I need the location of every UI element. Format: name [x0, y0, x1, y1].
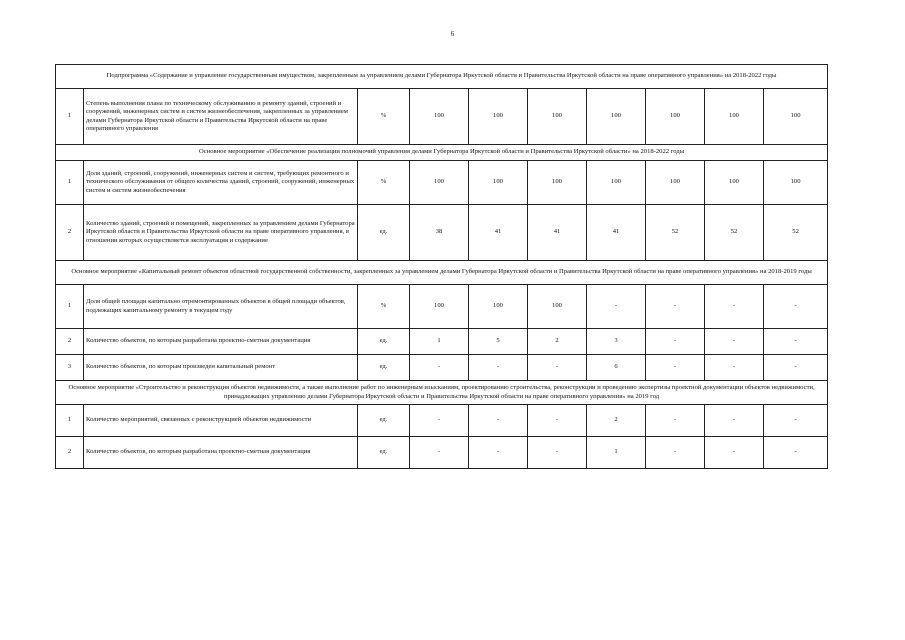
section-title: Основное мероприятие «Обеспечение реализации полномочий управления делами Губернатора Иркутской области и Правительства Иркутской области» на 2018-2022 годы	[56, 145, 828, 161]
value-cell: -	[764, 437, 828, 469]
value-cell: -	[528, 437, 587, 469]
value-cell: 2	[587, 405, 646, 437]
row-number: 1	[56, 161, 84, 205]
section-title: Подпрограмма «Содержание и управление государственным имуществом, закрепленным за управлением делами Губернатора Иркутской области и Правительства Иркутской области на праве оперативного управления» на 2018-2022 годы	[56, 65, 828, 89]
unit-cell: %	[358, 161, 410, 205]
value-cell: -	[764, 329, 828, 355]
page-number: 6	[450, 30, 455, 38]
value-cell: -	[646, 437, 705, 469]
value-cell: -	[646, 329, 705, 355]
value-cell: -	[646, 355, 705, 381]
value-cell: 52	[646, 205, 705, 261]
indicator-name: Доля зданий, строений, сооружений, инженерных систем и систем, требующих ремонтного и технического обслуживания от общего количества зданий, строений, сооружений, инженерных систем и систем жизнеобеспечения	[84, 161, 358, 205]
value-cell: 100	[587, 89, 646, 145]
value-cell: 52	[764, 205, 828, 261]
row-number: 1	[56, 405, 84, 437]
value-cell: -	[646, 405, 705, 437]
table-row	[56, 89, 828, 145]
value-cell: -	[764, 285, 828, 329]
unit-cell: ед.	[358, 329, 410, 355]
value-cell: 100	[646, 161, 705, 205]
value-cell: 6	[587, 355, 646, 381]
value-cell: 41	[587, 205, 646, 261]
value-cell: 100	[528, 89, 587, 145]
row-number: 3	[56, 355, 84, 381]
value-cell: 100	[469, 89, 528, 145]
table-row	[56, 437, 828, 469]
section-row	[56, 145, 828, 161]
unit-cell: ед.	[358, 355, 410, 381]
section-row	[56, 381, 828, 405]
value-cell: -	[705, 329, 764, 355]
table-row	[56, 205, 828, 261]
value-cell: -	[587, 285, 646, 329]
value-cell: 3	[587, 329, 646, 355]
section-row	[56, 65, 828, 89]
value-cell: -	[646, 285, 705, 329]
value-cell: 1	[587, 437, 646, 469]
value-cell: -	[764, 355, 828, 381]
table-row	[56, 405, 828, 437]
row-number: 2	[56, 329, 84, 355]
value-cell: 41	[469, 205, 528, 261]
row-number: 2	[56, 205, 84, 261]
value-cell: 100	[410, 89, 469, 145]
indicator-name: Количество объектов, по которым произведен капитальный ремонт	[84, 355, 358, 381]
section-row	[56, 261, 828, 285]
value-cell: 41	[528, 205, 587, 261]
value-cell: 100	[528, 161, 587, 205]
value-cell: 2	[528, 329, 587, 355]
value-cell: -	[469, 437, 528, 469]
table-row	[56, 355, 828, 381]
value-cell: -	[410, 405, 469, 437]
value-cell: 100	[764, 161, 828, 205]
indicator-name: Количество объектов, по которым разработана проектно-сметная документация	[84, 329, 358, 355]
value-cell: -	[764, 405, 828, 437]
indicator-name: Количество мероприятий, связанных с реконструкцией объектов недвижимости	[84, 405, 358, 437]
row-number: 2	[56, 437, 84, 469]
value-cell: 52	[705, 205, 764, 261]
value-cell: 100	[469, 161, 528, 205]
value-cell: -	[705, 437, 764, 469]
table-row	[56, 161, 828, 205]
indicator-name: Количество зданий, строений и помещений, закрепленных за управлением делами Губернатора Иркутской области и Правительства Иркутской области на праве оперативного управления, в отношении которых осуществляется эксплуатация и содержание	[84, 205, 358, 261]
unit-cell: %	[358, 285, 410, 329]
unit-cell: %	[358, 89, 410, 145]
section-title: Основное мероприятие «Капитальный ремонт объектов областной государственной собственности, закрепленных за управлением делами Губернатора Иркутской области и Правительства Иркутской области на праве оперативного управления» на 2018-2019 годы	[56, 261, 828, 285]
value-cell: -	[705, 405, 764, 437]
indicator-name: Доля общей площади капитально отремонтированных объектов в общей площади объектов, подлежащих капитальному ремонту в текущем году	[84, 285, 358, 329]
value-cell: -	[469, 405, 528, 437]
value-cell: 100	[410, 285, 469, 329]
value-cell: -	[705, 285, 764, 329]
value-cell: -	[469, 355, 528, 381]
unit-cell: ед.	[358, 405, 410, 437]
value-cell: -	[705, 355, 764, 381]
indicators-table	[55, 64, 828, 469]
section-title: Основное мероприятие «Строительство и реконструкция объектов недвижимости, а также выполнение работ по инженерным изысканиям, проектированию строительства, реконструкции и проведению экспертизы проектной документации объектов недвижимости, принадлежащих управлению делами Губернатора Иркутской области и Правительства Иркутской области на праве оперативного управления» на 2019 год	[56, 381, 828, 405]
row-number: 1	[56, 89, 84, 145]
value-cell: 100	[646, 89, 705, 145]
value-cell: -	[528, 405, 587, 437]
table-row	[56, 285, 828, 329]
value-cell: 1	[410, 329, 469, 355]
value-cell: 100	[587, 161, 646, 205]
row-number: 1	[56, 285, 84, 329]
value-cell: 38	[410, 205, 469, 261]
unit-cell: ед.	[358, 205, 410, 261]
value-cell: -	[410, 355, 469, 381]
unit-cell: ед.	[358, 437, 410, 469]
value-cell: 100	[705, 161, 764, 205]
value-cell: -	[410, 437, 469, 469]
value-cell: 100	[410, 161, 469, 205]
value-cell: 100	[764, 89, 828, 145]
value-cell: 100	[469, 285, 528, 329]
indicator-name: Количество объектов, по которым разработана проектно-сметная документация	[84, 437, 358, 469]
value-cell: -	[528, 355, 587, 381]
value-cell: 100	[705, 89, 764, 145]
value-cell: 100	[528, 285, 587, 329]
value-cell: 5	[469, 329, 528, 355]
indicator-name: Степень выполнения плана по техническому обслуживанию и ремонту зданий, строений и сооружений, инженерных систем и систем жизнеобеспечения, закрепленных за управлением делами Губернатора Иркутской области и Правительства Иркутской области на праве оперативного управления	[84, 89, 358, 145]
table-row	[56, 329, 828, 355]
